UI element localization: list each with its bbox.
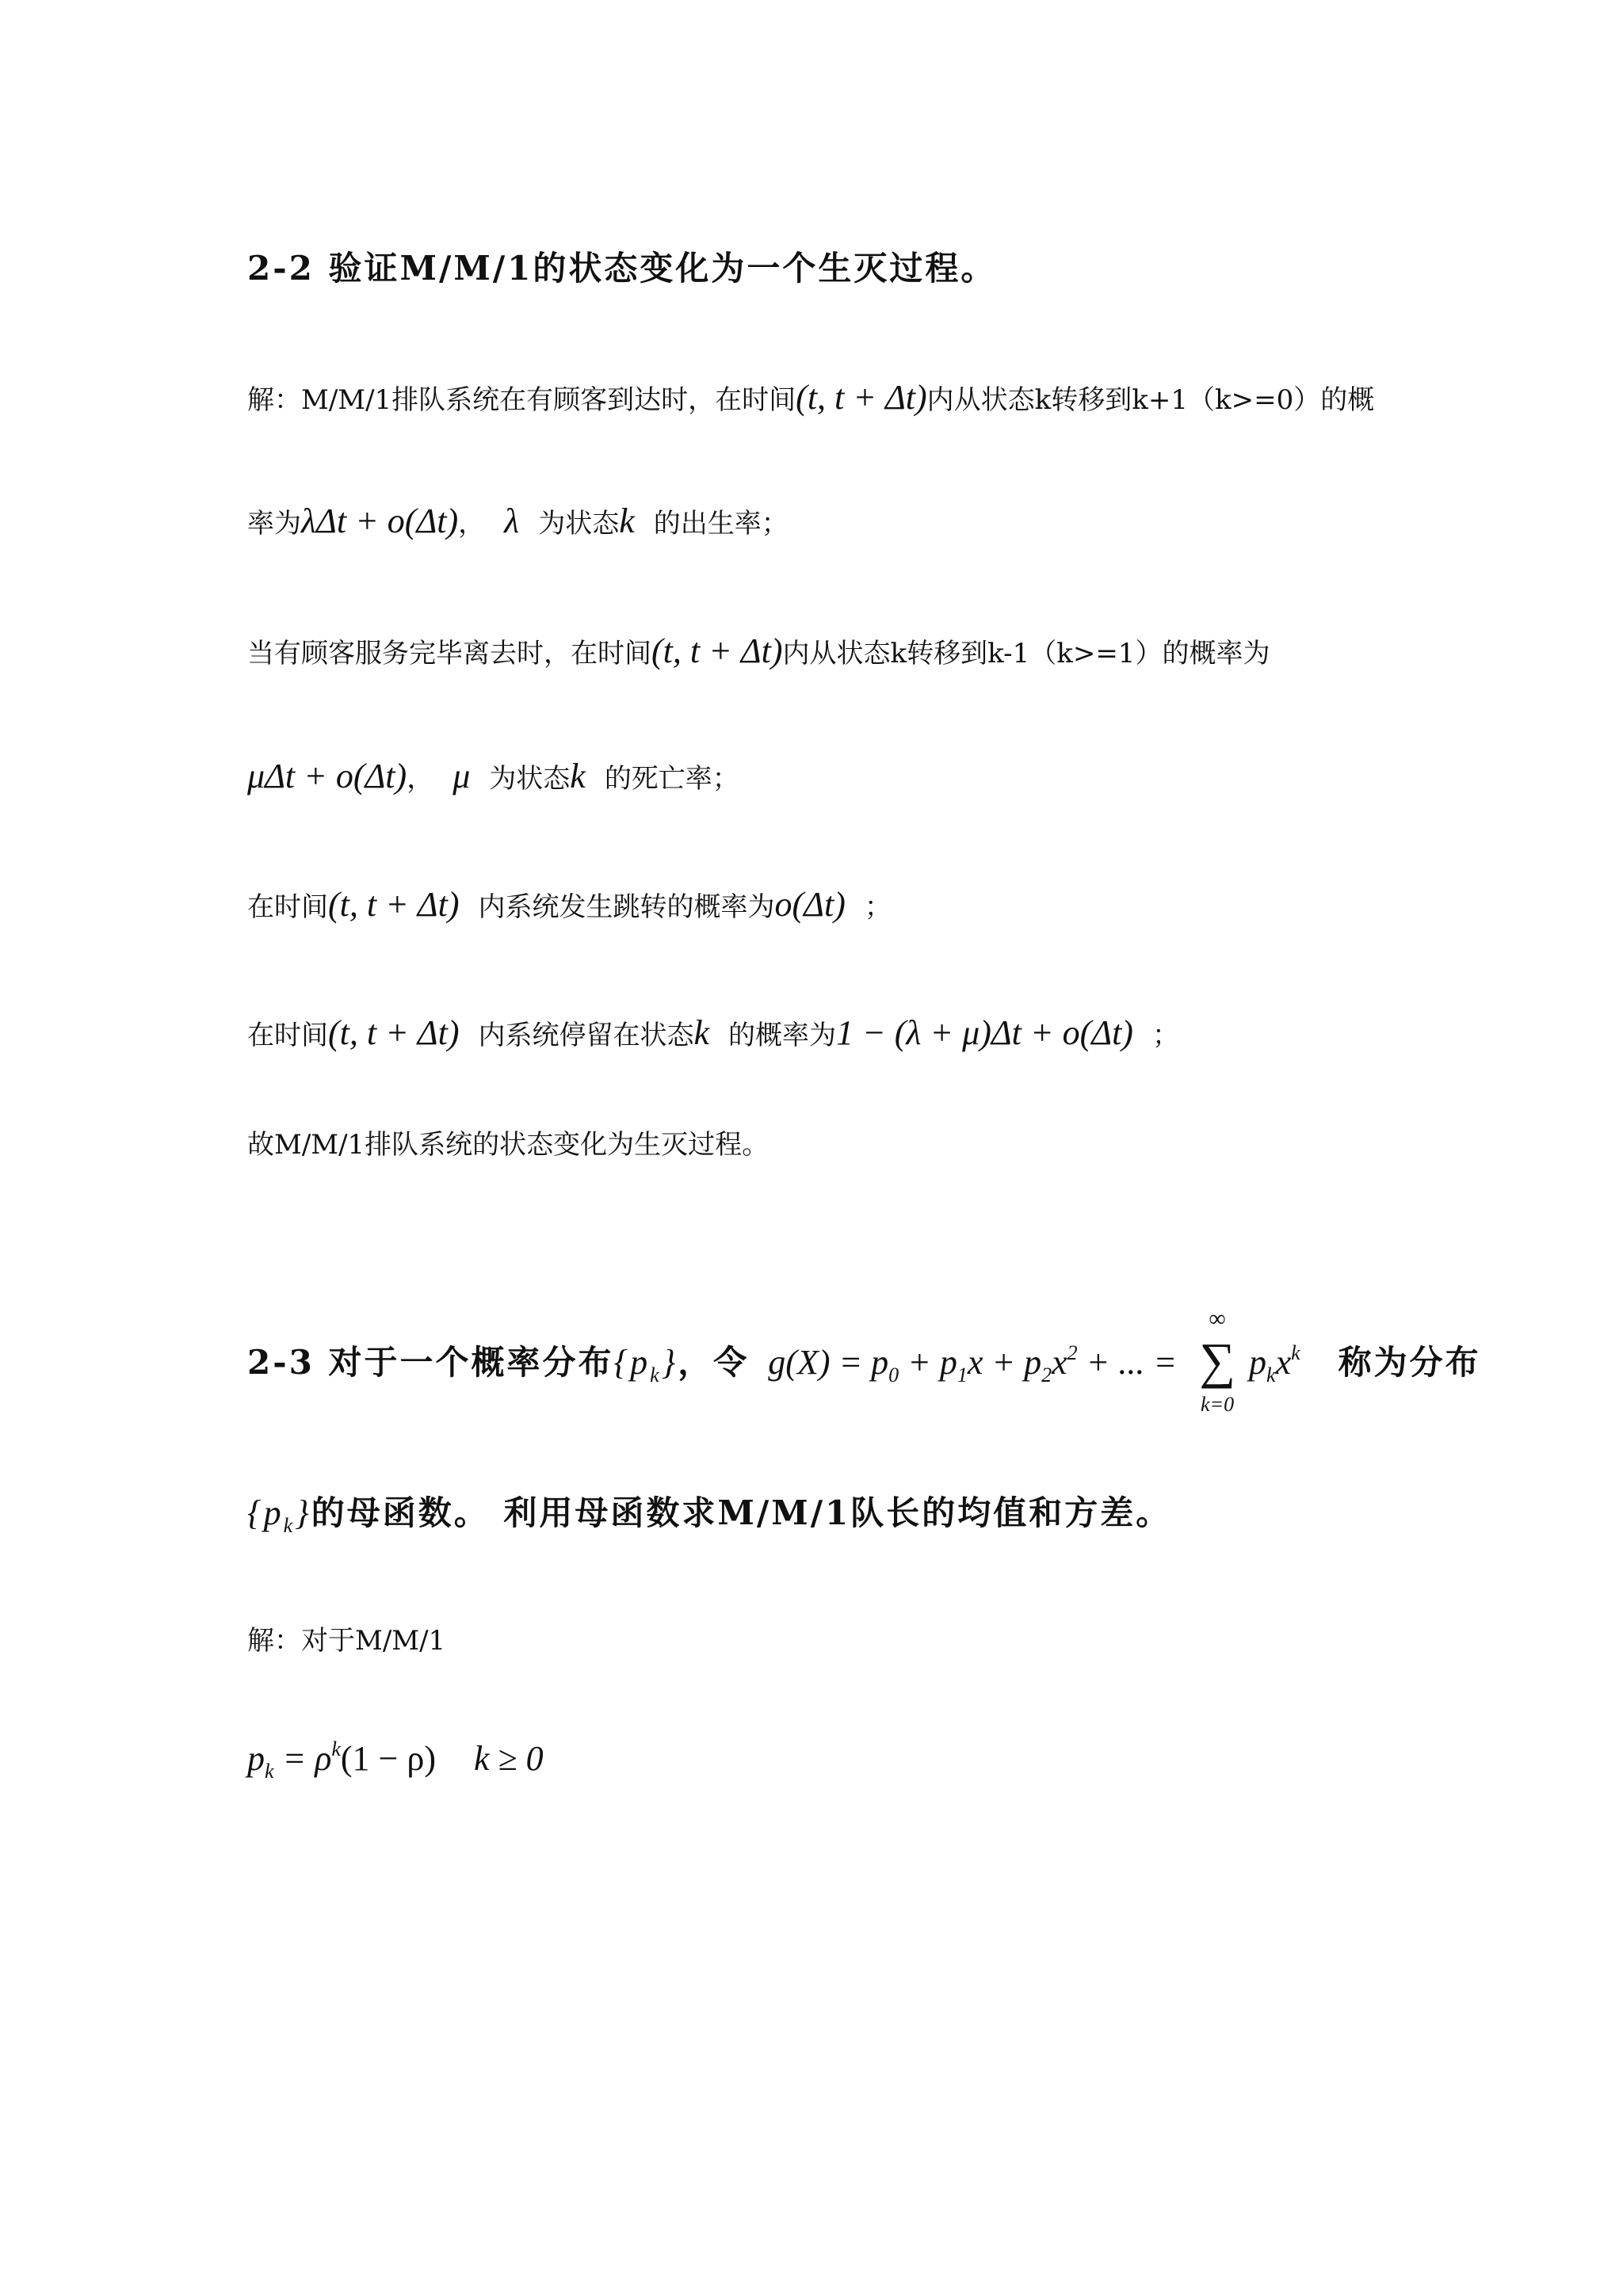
text-p5-b: 内系统发生跳转的概率为 <box>478 891 775 923</box>
text-q2: 的母函数。 利用母函数求M/M/1队长的均值和方差。 <box>311 1493 1172 1532</box>
paragraph-line-2 <box>247 504 789 539</box>
math-pk-condition: k ≥ 0 <box>473 1739 544 1778</box>
text-p3-b: 内从状态k转移到k-1（k>=1）的概率为 <box>782 638 1270 669</box>
math-stay-prob: 1 − (λ + μ)Δt + o(Δt) <box>836 1013 1133 1052</box>
math-birth-prob: λΔt + o(Δt) <box>301 502 459 540</box>
math-pk-formula: $p_k = \rho^k(1 - \rho)$ <box>247 1737 436 1783</box>
math-k: k <box>619 502 635 540</box>
math-interval: (t, t + Δt) <box>796 378 927 417</box>
math-lambda: λ <box>504 502 520 540</box>
math-interval: (t, t + Δt) <box>328 885 460 924</box>
text-p4-a: ， <box>407 763 434 795</box>
math-death-prob: μΔt + o(Δt) <box>247 757 407 795</box>
heading-2-2: 2-2 验证M/M/1的状态变化为一个生灭过程。 <box>247 249 997 288</box>
paragraph-line-5 <box>247 887 892 922</box>
text-p6-c: 的概率为 <box>728 1020 837 1051</box>
math-interval: (t, t + Δt) <box>651 631 783 670</box>
math-mu: μ <box>453 757 471 795</box>
formula-pk <box>247 1737 544 1783</box>
text-p3-a: 当有顾客服务完毕离去时，在时间 <box>247 638 651 669</box>
text-q1-c: 称为分布 <box>1338 1343 1481 1383</box>
paragraph-line-3 <box>247 631 1270 670</box>
paragraph-line-6 <box>247 1013 1179 1052</box>
math-o-dt: o(Δt) <box>774 885 846 924</box>
math-generating-function: $g(X) = p_0 + p_1x + p_2x^2$ + ... = ∞ ∑ k=0 $p_kx^k$ <box>768 1306 1300 1416</box>
text-p6-d: ； <box>1151 1020 1179 1051</box>
text-p2-b: ， <box>458 508 486 540</box>
text-p4-c: 的死亡率； <box>604 763 739 795</box>
summation-symbol: ∞ ∑ k=0 <box>1199 1306 1235 1416</box>
text-p5-c: ； <box>864 891 892 923</box>
text-p5-a: 在时间 <box>247 891 328 923</box>
text-p2-a: 率为 <box>247 508 301 540</box>
paragraph-line-7: 故M/M/1排队系统的状态变化为生灭过程。 <box>247 1129 769 1161</box>
heading-2-3-line-1 <box>247 1306 1481 1416</box>
text-p6-a: 在时间 <box>247 1020 328 1051</box>
text-p4-b: 为状态 <box>489 763 571 795</box>
text-q1-b: ，令 <box>678 1343 750 1383</box>
text-p1-a: 解：M/M/1排队系统在有顾客到达时，在时间 <box>247 384 796 416</box>
text-p1-b: 内从状态k转移到k+1（k>=0）的概 <box>926 384 1375 416</box>
text-p2-d: 的出生率； <box>653 508 789 540</box>
text-p6-b: 内系统停留在状态 <box>478 1020 694 1051</box>
math-interval: (t, t + Δt) <box>328 1013 460 1052</box>
heading-2-3-line-2 <box>247 1493 1172 1537</box>
math-k: k <box>570 757 586 795</box>
paragraph-line-1 <box>247 380 1374 415</box>
answer-line-1: 解：对于M/M/1 <box>247 1625 446 1657</box>
text-p2-c: 为状态 <box>538 508 620 540</box>
math-pk-set: $\{p_k\}$ <box>613 1343 678 1387</box>
math-pk-set: $\{p_k\}$ <box>247 1493 311 1537</box>
text-q1-a: 2-3 对于一个概率分布 <box>247 1343 614 1383</box>
math-k: k <box>693 1013 710 1052</box>
paragraph-line-4 <box>247 759 739 794</box>
